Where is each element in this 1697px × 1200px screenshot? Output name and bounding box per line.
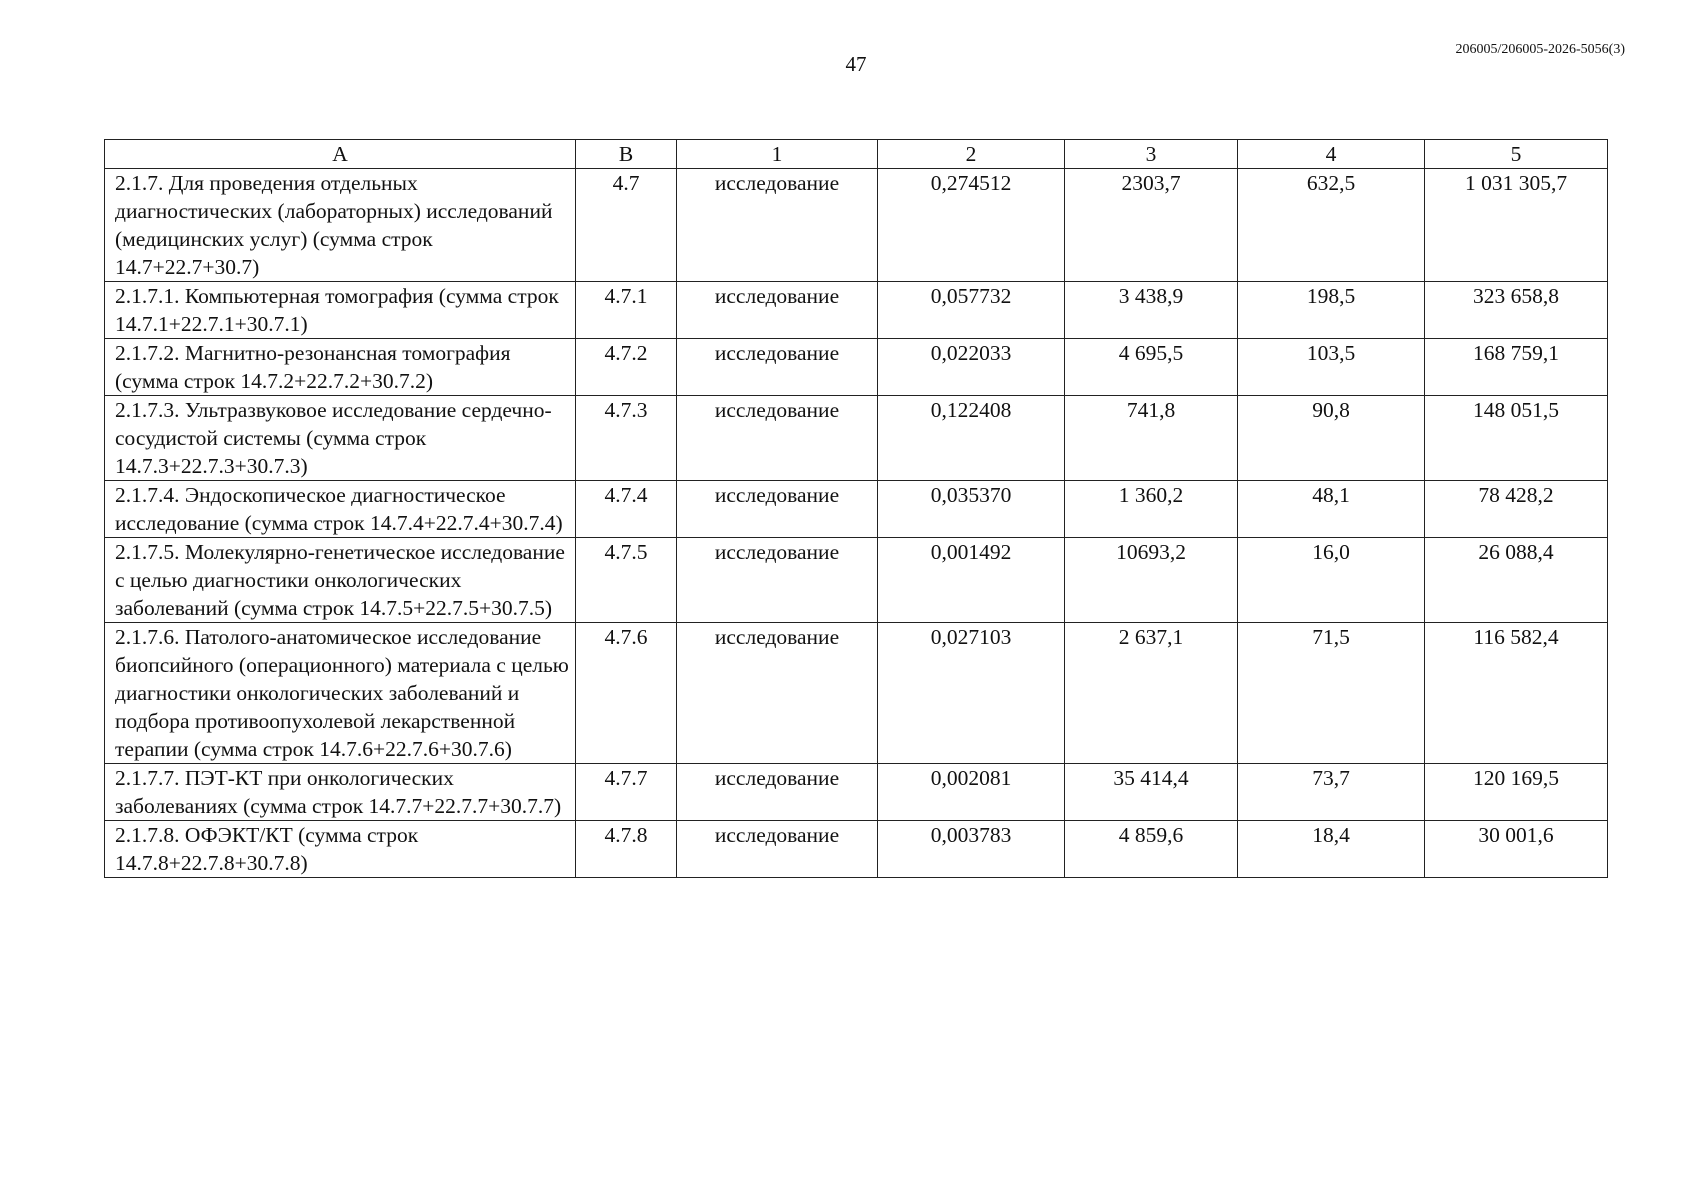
cost-cell: 10693,2 [1065,538,1238,623]
cost-cell: 3 438,9 [1065,282,1238,339]
table-row [105,821,1608,878]
unit-cell: исследование [677,764,878,821]
per-capita-cell: 73,7 [1238,764,1425,821]
row-name-cell: 2.1.7.2. Магнитно-резонансная томография (сумма строк 14.7.2+22.7.2+30.7.2) [105,339,576,396]
row-name-cell: 2.1.7.6. Патолого-анатомическое исследование биопсийного (операционного) материала с целью диагностики онкологических заболеваний и подбора противоопухолевой лекарственной терапии (сумма строк 14.7.6+22.7.6+30.7.6) [105,623,576,764]
column-header-b: В [576,140,677,169]
total-cell: 116 582,4 [1425,623,1608,764]
total-cell: 26 088,4 [1425,538,1608,623]
volume-cell: 0,057732 [878,282,1065,339]
per-capita-cell: 48,1 [1238,481,1425,538]
table-row [105,764,1608,821]
unit-cell: исследование [677,623,878,764]
per-capita-cell: 632,5 [1238,169,1425,282]
volume-cell: 0,003783 [878,821,1065,878]
volume-cell: 0,274512 [878,169,1065,282]
column-header-1: 1 [677,140,878,169]
row-code-cell: 4.7.8 [576,821,677,878]
row-code-cell: 4.7.3 [576,396,677,481]
total-cell: 168 759,1 [1425,339,1608,396]
total-cell: 78 428,2 [1425,481,1608,538]
table-row [105,339,1608,396]
total-cell: 1 031 305,7 [1425,169,1608,282]
row-name-cell: 2.1.7. Для проведения отдельных диагностических (лабораторных) исследований (медицинских услуг) (сумма строк 14.7+22.7+30.7) [105,169,576,282]
cost-cell: 35 414,4 [1065,764,1238,821]
column-header-2: 2 [878,140,1065,169]
column-header-3: 3 [1065,140,1238,169]
volume-cell: 0,002081 [878,764,1065,821]
volume-cell: 0,027103 [878,623,1065,764]
unit-cell: исследование [677,339,878,396]
cost-cell: 4 859,6 [1065,821,1238,878]
data-table [104,139,1608,878]
per-capita-cell: 18,4 [1238,821,1425,878]
per-capita-cell: 198,5 [1238,282,1425,339]
cost-cell: 2 637,1 [1065,623,1238,764]
document-code: 206005/206005-2026-5056(3) [1455,42,1625,57]
unit-cell: исследование [677,821,878,878]
unit-cell: исследование [677,538,878,623]
volume-cell: 0,035370 [878,481,1065,538]
table-row [105,282,1608,339]
total-cell: 30 001,6 [1425,821,1608,878]
cost-cell: 741,8 [1065,396,1238,481]
row-code-cell: 4.7 [576,169,677,282]
row-name-cell: 2.1.7.5. Молекулярно-генетическое исследование с целью диагностики онкологических заболеваний (сумма строк 14.7.5+22.7.5+30.7.5) [105,538,576,623]
volume-cell: 0,022033 [878,339,1065,396]
row-name-cell: 2.1.7.7. ПЭТ-КТ при онкологических заболеваниях (сумма строк 14.7.7+22.7.7+30.7.7) [105,764,576,821]
column-header-a: А [105,140,576,169]
table-row [105,396,1608,481]
per-capita-cell: 16,0 [1238,538,1425,623]
per-capita-cell: 103,5 [1238,339,1425,396]
total-cell: 323 658,8 [1425,282,1608,339]
table-row [105,481,1608,538]
volume-cell: 0,001492 [878,538,1065,623]
volume-cell: 0,122408 [878,396,1065,481]
column-header-4: 4 [1238,140,1425,169]
total-cell: 148 051,5 [1425,396,1608,481]
row-code-cell: 4.7.4 [576,481,677,538]
table-header-row [105,140,1608,169]
row-name-cell: 2.1.7.1. Компьютерная томография (сумма строк 14.7.1+22.7.1+30.7.1) [105,282,576,339]
row-code-cell: 4.7.6 [576,623,677,764]
per-capita-cell: 71,5 [1238,623,1425,764]
table-row [105,538,1608,623]
unit-cell: исследование [677,481,878,538]
row-code-cell: 4.7.1 [576,282,677,339]
total-cell: 120 169,5 [1425,764,1608,821]
cost-cell: 4 695,5 [1065,339,1238,396]
per-capita-cell: 90,8 [1238,396,1425,481]
unit-cell: исследование [677,396,878,481]
column-header-5: 5 [1425,140,1608,169]
unit-cell: исследование [677,169,878,282]
row-name-cell: 2.1.7.3. Ультразвуковое исследование сердечно-сосудистой системы (сумма строк 14.7.3+22.7.3+30.7.3) [105,396,576,481]
row-name-cell: 2.1.7.4. Эндоскопическое диагностическое исследование (сумма строк 14.7.4+22.7.4+30.7.4) [105,481,576,538]
row-code-cell: 4.7.5 [576,538,677,623]
row-code-cell: 4.7.2 [576,339,677,396]
cost-cell: 2303,7 [1065,169,1238,282]
page-number: 47 [845,52,867,76]
cost-cell: 1 360,2 [1065,481,1238,538]
table-row [105,623,1608,764]
unit-cell: исследование [677,282,878,339]
row-code-cell: 4.7.7 [576,764,677,821]
row-name-cell: 2.1.7.8. ОФЭКТ/КТ (сумма строк 14.7.8+22.7.8+30.7.8) [105,821,576,878]
table-row [105,169,1608,282]
